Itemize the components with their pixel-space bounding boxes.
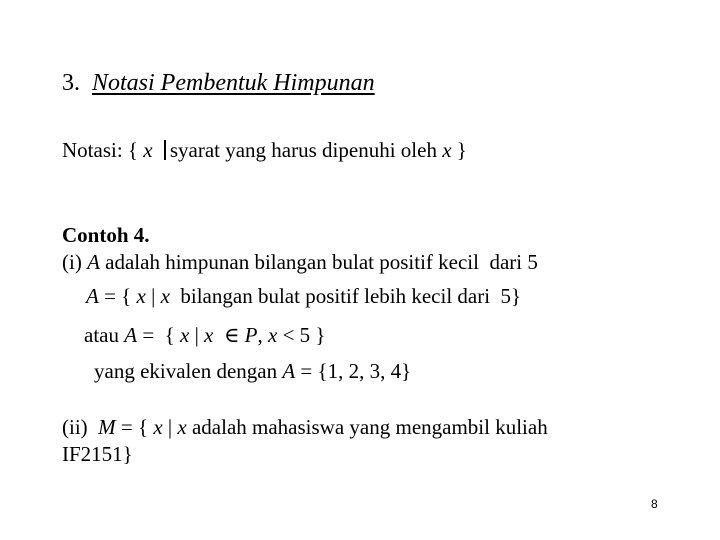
notation-condition: syarat yang harus dipenuhi oleh xyxy=(169,138,437,162)
page-number: 8 xyxy=(651,497,658,511)
equation-1: A = { x | x bilangan bulat positif lebih kecil dari 5} xyxy=(86,284,522,308)
section-title xyxy=(62,71,375,95)
example-part-2-continuation: IF2151} xyxy=(62,442,133,466)
notation-label: Notasi: xyxy=(62,138,123,162)
equation-2: atau A = { x | x ∈ P, x < 5 } xyxy=(84,323,326,347)
example-part-2: (ii) M = { x | x adalah mahasiswa yang mengambil kuliah xyxy=(62,415,548,439)
notation-line: Notasi: { x syarat yang harus dipenuhi oleh x } xyxy=(62,138,467,162)
section-number: 3. xyxy=(62,70,80,96)
equivalent-line: yang ekivalen dengan A = {1, 2, 3, 4} xyxy=(94,359,412,383)
example-part-1: (i) A adalah himpunan bilangan bulat positif kecil dari 5 xyxy=(62,250,538,274)
example-heading: Contoh 4. xyxy=(62,223,150,247)
vertical-bar xyxy=(164,140,166,160)
section-heading: Notasi Pembentuk Himpunan xyxy=(92,70,375,96)
element-of-symbol: ∈ xyxy=(223,323,240,347)
